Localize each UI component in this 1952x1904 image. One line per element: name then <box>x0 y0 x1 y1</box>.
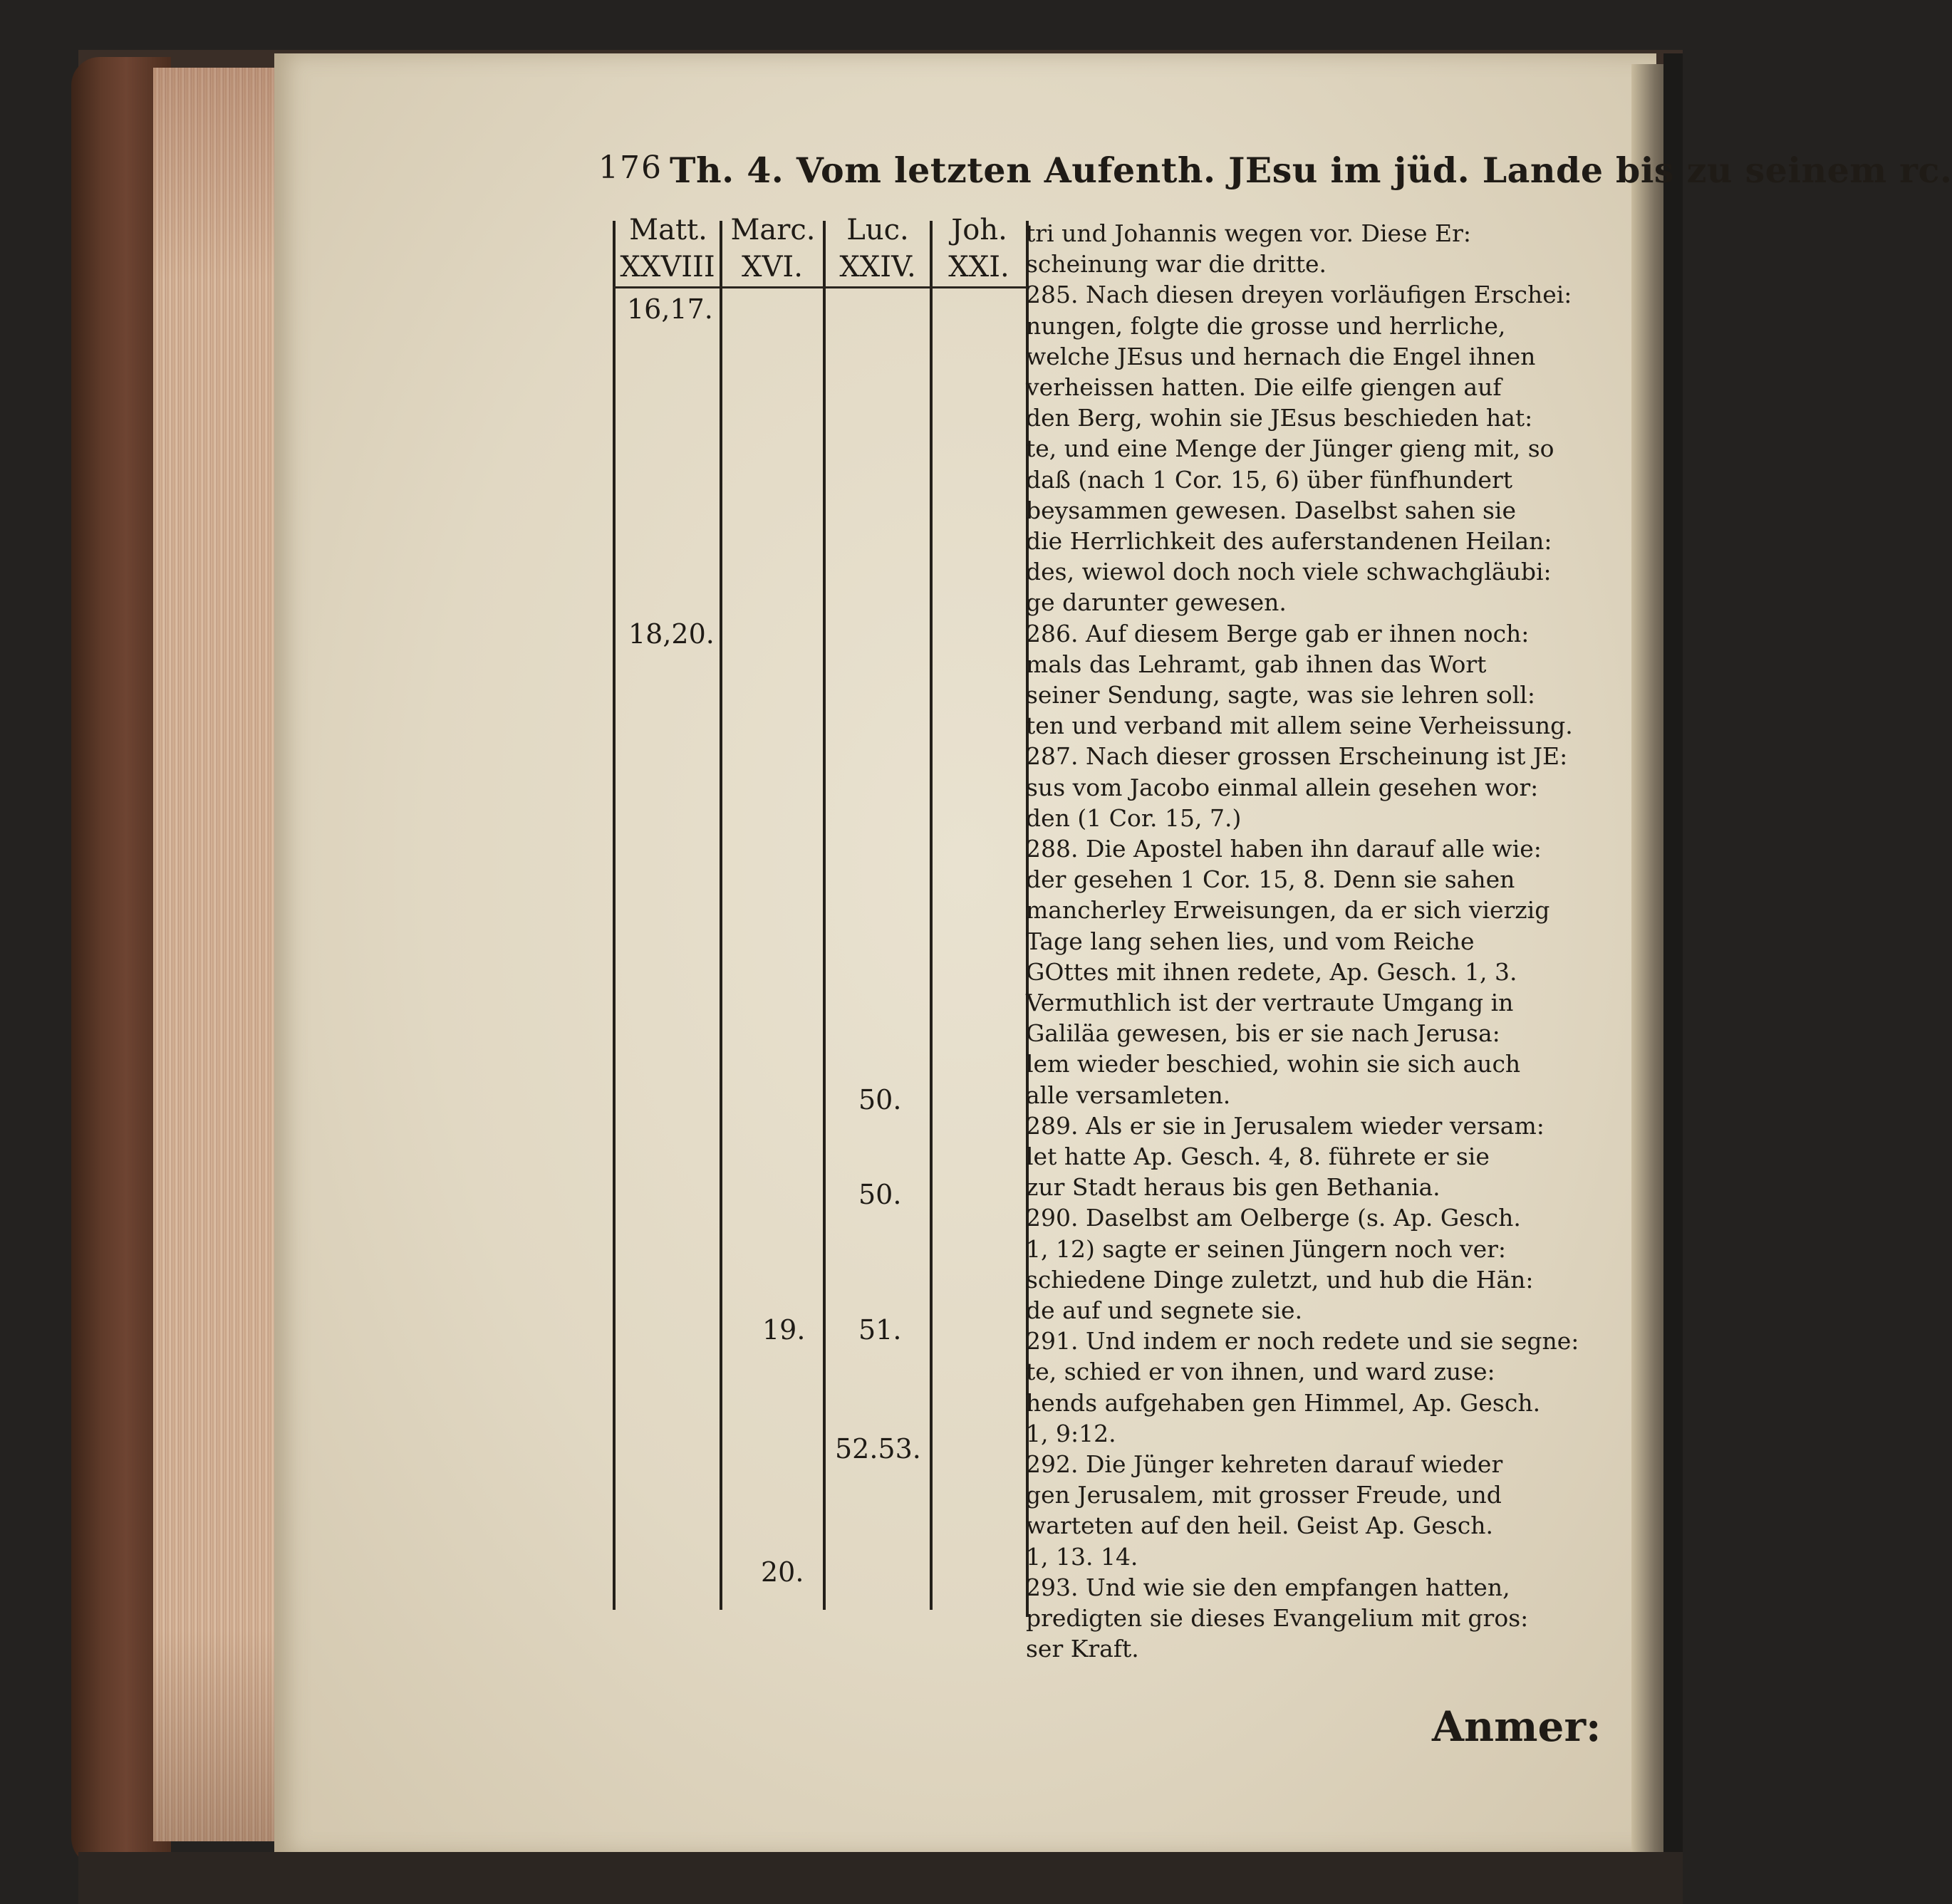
text-line: 287. Nach dieser grossen Erscheinung ist JE: <box>1026 742 1568 771</box>
column-header-joh: Joh. <box>951 214 1007 246</box>
text-line: 1, 13. 14. <box>1026 1542 1138 1571</box>
text-line: zur Stadt heraus bis gen Bethania. <box>1026 1173 1440 1202</box>
text-line: mancherley Erweisungen, da er sich vierzig <box>1026 896 1550 925</box>
ref-luc-51: 51. <box>858 1314 902 1346</box>
column-chapter-matt: XXVIII <box>620 251 715 283</box>
column-chapter-joh: XXI. <box>948 251 1009 283</box>
text-line: Vermuthlich ist der vertraute Umgang in <box>1026 989 1514 1016</box>
text-line: seiner Sendung, sagte, was sie lehren soll: <box>1026 681 1535 709</box>
text-line: der gesehen 1 Cor. 15, 8. Denn sie sahen <box>1026 865 1515 894</box>
text-line: lem wieder beschied, wohin sie sich auch <box>1026 1050 1521 1078</box>
text-line: Galiläa gewesen, bis er sie nach Jerusa: <box>1026 1019 1500 1048</box>
text-line: ge darunter gewesen. <box>1026 588 1287 617</box>
text-line: sus vom Jacobo einmal allein gesehen wor: <box>1026 773 1539 801</box>
text-line: 286. Auf diesem Berge gab er ihnen noch: <box>1026 619 1530 647</box>
text-line: die Herrlichkeit des auferstandenen Heilan: <box>1026 527 1552 555</box>
text-line: predigten sie dieses Evangelium mit gros: <box>1026 1604 1529 1632</box>
text-line: mals das Lehramt, gab ihnen das Wort <box>1026 650 1487 678</box>
text-line: des, wiewol doch noch viele schwachgläubi: <box>1026 558 1552 586</box>
page-edges-shadow <box>153 68 278 1841</box>
text-line: tri und Johannis wegen vor. Diese Er: <box>1026 219 1472 247</box>
column-header-luc: Luc. <box>846 214 909 246</box>
text-line: 293. Und wie sie den empfangen hatten, <box>1026 1573 1510 1601</box>
text-line: let hatte Ap. Gesch. 4, 8. führete er sie <box>1026 1143 1490 1170</box>
text-line: te, schied er von ihnen, und ward zuse: <box>1026 1358 1495 1386</box>
text-line: Tage lang sehen lies, und vom Reiche <box>1026 927 1475 955</box>
text-line: hends aufgehaben gen Himmel, Ap. Gesch. <box>1026 1388 1541 1417</box>
text-line: 285. Nach diesen dreyen vorläufigen Erschei: <box>1026 281 1572 309</box>
column-rule <box>823 221 826 1610</box>
column-chapter-luc: XXIV. <box>839 251 916 283</box>
text-line: 291. Und indem er noch redete und sie segne: <box>1026 1327 1579 1356</box>
running-head <box>598 150 1952 199</box>
text-line: daß (nach 1 Cor. 15, 6) über fünfhundert <box>1026 465 1512 494</box>
text-line: GOttes mit ihnen redete, Ap. Gesch. 1, 3. <box>1026 957 1517 986</box>
text-line: ten und verband mit allem seine Verheissung. <box>1026 712 1573 740</box>
text-line: den (1 Cor. 15, 7.) <box>1026 803 1242 832</box>
text-line: schiedene Dinge zuletzt, und hub die Hän: <box>1026 1265 1534 1294</box>
text-line: den Berg, wohin sie JEsus beschieden hat: <box>1026 404 1533 432</box>
catchword: Anmer: <box>1432 1702 1601 1751</box>
column-header-matt: Matt. <box>629 214 707 246</box>
text-line: 1, 9:12. <box>1026 1419 1116 1447</box>
text-line: gen Jerusalem, mit grosser Freude, und <box>1026 1481 1502 1509</box>
ref-marc-20: 20. <box>761 1556 804 1588</box>
ref-marc-19: 19. <box>762 1314 806 1346</box>
text-line: 292. Die Jünger kehreten darauf wieder <box>1026 1450 1503 1478</box>
text-line: welche JEsus und hernach die Engel ihnen <box>1026 342 1536 370</box>
running-head-title: Th. 4. Vom letzten Aufenth. JEsu im jüd. Lande bis zu seinem rc. <box>670 150 1952 191</box>
page-number: 176 <box>598 150 663 186</box>
text-line: de auf und segnete sie. <box>1026 1296 1303 1324</box>
column-rule <box>930 221 933 1610</box>
ref-luc-52-53: 52.53. <box>835 1433 921 1465</box>
column-rule <box>613 221 616 1610</box>
column-rule <box>720 221 722 1610</box>
text-line: 289. Als er sie in Jerusalem wieder versam: <box>1026 1111 1545 1140</box>
ref-luc-50-a: 50. <box>858 1084 902 1115</box>
column-chapter-marc: XVI. <box>742 251 803 283</box>
ref-matt-16-17: 16,17. <box>627 293 713 325</box>
text-line: 288. Die Apostel haben ihn darauf alle wie: <box>1026 835 1542 863</box>
text-line: ser Kraft. <box>1026 1635 1139 1663</box>
text-line: warteten auf den heil. Geist Ap. Gesch. <box>1026 1512 1494 1540</box>
gospel-concordance-columns <box>613 214 1033 1674</box>
column-header-marc: Marc. <box>730 214 816 246</box>
text-line: scheinung war die dritte. <box>1026 250 1327 279</box>
ref-matt-18-20: 18,20. <box>628 618 715 650</box>
text-line: 1, 12) sagte er seinen Jüngern noch ver: <box>1026 1234 1507 1263</box>
text-line: nungen, folgte die grosse und herrliche, <box>1026 311 1506 340</box>
facing-page-edge <box>1663 53 1683 1877</box>
ref-luc-50-b: 50. <box>858 1179 902 1210</box>
text-line: beysammen gewesen. Daselbst sahen sie <box>1026 496 1517 524</box>
text-line: verheissen hatten. Die eilfe giengen auf <box>1026 373 1502 401</box>
text-line: 290. Daselbst am Oelberge (s. Ap. Gesch. <box>1026 1204 1521 1232</box>
text-line: alle versamleten. <box>1026 1081 1231 1109</box>
header-rule <box>613 286 1029 288</box>
text-line: te, und eine Menge der Jünger gieng mit, so <box>1026 435 1554 463</box>
book-cover-bottom <box>78 1852 1683 1904</box>
